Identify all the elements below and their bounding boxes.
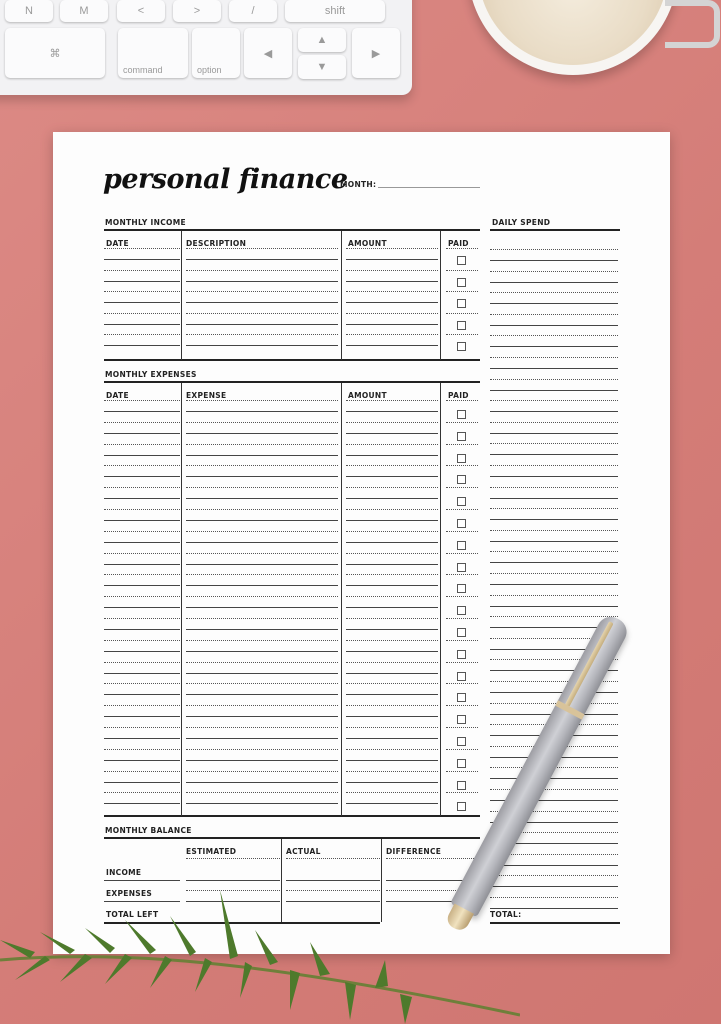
expenses-rule-9-0 [104,607,180,608]
expenses-rule-10-1 [186,629,338,630]
expenses-dots-9-2 [346,596,438,597]
expenses-dots-paid-16 [446,749,478,750]
expense-paid-checkbox[interactable] [457,781,466,790]
income-col-divider-1 [341,231,342,360]
expenses-rule-5-1 [186,520,338,521]
expenses-rule-3-2 [346,476,438,477]
daily-rule [490,390,618,391]
expense-paid-checkbox[interactable] [457,693,466,702]
expenses-dots-2-0 [104,444,180,445]
daily-rule [490,584,618,585]
income-rule-1-1 [186,281,338,282]
month-label: MONTH: [340,180,377,189]
income-col-date: DATE [106,239,129,248]
expenses-dots-18-1 [186,792,338,793]
daily-dots [490,400,618,401]
expenses-dots-paid-1 [446,422,478,423]
income-rule-2-0 [104,302,180,303]
expenses-rule-3-1 [186,476,338,477]
expenses-rule-16-2 [346,760,438,761]
expenses-col-paid: PAID [448,391,469,400]
expenses-dots-1-1 [186,422,338,423]
key-row2-0: ⌘ [5,28,105,78]
income-rule-2-1 [186,302,338,303]
expenses-dots-3-1 [186,465,338,466]
income-rule-3-0 [104,324,180,325]
expenses-rule-2-0 [104,455,180,456]
income-rule-0-1 [186,259,338,260]
expenses-dots-paid-5 [446,509,478,510]
cup-handle [665,0,720,48]
income-rule-1-2 [346,281,438,282]
daily-spend-heading: DAILY SPEND [492,218,551,227]
expenses-dots-paid-12 [446,662,478,663]
income-paid-checkbox[interactable] [457,342,466,351]
expenses-dots-7-0 [104,553,180,554]
expenses-heading: MONTHLY EXPENSES [105,370,197,379]
income-dots-0-2 [346,248,438,249]
expenses-col-divider-2 [440,383,441,816]
daily-rule [490,260,618,261]
expenses-dots-paid-7 [446,553,478,554]
daily-rule [490,368,618,369]
daily-dots [490,271,618,272]
expenses-dots-paid-10 [446,618,478,619]
expenses-rule-14-2 [346,716,438,717]
expenses-dots-6-2 [346,531,438,532]
expenses-dots-0-1 [186,400,338,401]
expenses-dots-paid-3 [446,465,478,466]
balance-col-estimated: ESTIMATED [186,847,237,856]
daily-dots [490,292,618,293]
income-dots-1-0 [104,270,180,271]
expenses-rule-2-1 [186,455,338,456]
expenses-dots-16-2 [346,749,438,750]
expense-paid-checkbox[interactable] [457,606,466,615]
income-paid-checkbox[interactable] [457,321,466,330]
expenses-dots-13-1 [186,683,338,684]
daily-dots [490,465,618,466]
income-dots-1-1 [186,270,338,271]
expenses-rule-10-2 [346,629,438,630]
expenses-rule-0-0 [104,411,180,412]
daily-dots [490,379,618,380]
income-dots-2-0 [104,291,180,292]
income-rule-0-2 [346,259,438,260]
balance-row-expenses: EXPENSES [106,889,153,898]
income-dots-paid-1 [446,270,478,271]
expenses-rule-1-1 [186,433,338,434]
expenses-rule-11-0 [104,651,180,652]
expenses-dots-4-2 [346,487,438,488]
key-2: < [117,0,165,22]
expenses-rule-8-0 [104,585,180,586]
income-col-amount: AMOUNT [348,239,387,248]
expenses-rule-7-2 [346,564,438,565]
daily-rule [490,692,618,693]
daily-rule [490,303,618,304]
daily-rule [490,476,618,477]
balance-row-total-left: TOTAL LEFT [106,910,159,919]
income-dots-0-1 [186,248,338,249]
expenses-rule-5-2 [346,520,438,521]
expenses-rule-17-1 [186,782,338,783]
key-row2-3: ◀ [244,28,292,78]
expense-paid-checkbox[interactable] [457,454,466,463]
daily-total-label: TOTAL: [490,910,522,919]
expenses-rule-4-1 [186,498,338,499]
daily-dots [490,487,618,488]
income-dots-4-2 [346,334,438,335]
expenses-rule-18-2 [346,803,438,804]
expenses-dots-4-1 [186,487,338,488]
expense-paid-checkbox[interactable] [457,672,466,681]
expenses-dots-13-2 [346,683,438,684]
expenses-rule-0-2 [346,411,438,412]
month-field[interactable] [378,187,480,188]
expenses-dots-17-1 [186,771,338,772]
daily-dots [490,530,618,531]
expenses-dots-paid-9 [446,596,478,597]
expenses-dots-paid-14 [446,705,478,706]
expenses-dots-12-1 [186,662,338,663]
expenses-dots-2-2 [346,444,438,445]
daily-rule [490,778,618,779]
income-dots-3-1 [186,313,338,314]
expenses-dots-paid-13 [446,683,478,684]
income-col-paid: PAID [448,239,469,248]
expenses-dots-18-0 [104,792,180,793]
expenses-col-expense: EXPENSE [186,391,227,400]
expenses-dots-8-0 [104,574,180,575]
expenses-dots-paid-0 [446,400,478,401]
daily-dots [490,508,618,509]
expenses-dots-18-2 [346,792,438,793]
expenses-rule-8-1 [186,585,338,586]
expenses-dots-13-0 [104,683,180,684]
daily-rule [490,498,618,499]
expenses-rule-4-0 [104,498,180,499]
expenses-rule-17-2 [346,782,438,783]
daily-dots [490,357,618,358]
income-paid-checkbox[interactable] [457,299,466,308]
key-row2-1: command [118,28,188,78]
daily-rule [490,519,618,520]
income-rule-3-2 [346,324,438,325]
balance-dots-head-0 [186,858,280,859]
expenses-rule-7-1 [186,564,338,565]
expenses-dots-8-1 [186,574,338,575]
expenses-dots-0-0 [104,400,180,401]
income-rule-4-2 [346,345,438,346]
income-dots-4-0 [104,334,180,335]
daily-dots [490,335,618,336]
expense-paid-checkbox[interactable] [457,410,466,419]
income-dots-4-1 [186,334,338,335]
expenses-rule-15-2 [346,738,438,739]
balance-col-actual: ACTUAL [286,847,321,856]
daily-rule [490,562,618,563]
expenses-rule-9-1 [186,607,338,608]
key-5: shift [285,0,385,22]
income-paid-checkbox[interactable] [457,278,466,287]
income-dots-paid-0 [446,248,478,249]
income-dots-3-2 [346,313,438,314]
daily-rule [490,454,618,455]
expenses-rule-16-0 [104,760,180,761]
expenses-dots-9-0 [104,596,180,597]
expenses-dots-6-0 [104,531,180,532]
expense-paid-checkbox[interactable] [457,759,466,768]
expenses-dots-paid-2 [446,444,478,445]
expenses-dots-15-1 [186,727,338,728]
daily-rule [490,411,618,412]
income-rule-0-0 [104,259,180,260]
expenses-dots-2-1 [186,444,338,445]
expenses-rule-8-2 [346,585,438,586]
balance-dots-head-1 [286,858,380,859]
expenses-dots-10-0 [104,618,180,619]
expenses-rule-13-1 [186,694,338,695]
daily-rule [490,325,618,326]
expenses-dots-paid-6 [446,531,478,532]
expenses-dots-16-1 [186,749,338,750]
expenses-bottom-rule [104,815,480,817]
expenses-rule-5-0 [104,520,180,521]
expenses-dots-1-2 [346,422,438,423]
balance-col-difference: DIFFERENCE [386,847,442,856]
expenses-dots-10-2 [346,618,438,619]
daily-rule [490,606,618,607]
expenses-col-divider-1 [341,383,342,816]
daily-rule [490,865,618,866]
expenses-rule-13-0 [104,694,180,695]
expenses-rule-17-0 [104,782,180,783]
expenses-dots-15-0 [104,727,180,728]
income-rule-1-0 [104,281,180,282]
expenses-col-amount: AMOUNT [348,391,387,400]
income-dots-1-2 [346,270,438,271]
income-rule-4-0 [104,345,180,346]
expenses-rule-11-2 [346,651,438,652]
daily-dots [490,703,618,704]
income-heading: MONTHLY INCOME [105,218,186,227]
expenses-rule-7-0 [104,564,180,565]
income-col-divider-2 [440,231,441,360]
daily-dots [490,551,618,552]
daily-spend-top-rule [490,229,620,231]
expenses-rule-18-0 [104,803,180,804]
income-rule-4-1 [186,345,338,346]
expenses-dots-5-0 [104,509,180,510]
expense-paid-checkbox[interactable] [457,650,466,659]
keyboard [0,0,412,95]
expenses-dots-14-0 [104,705,180,706]
expenses-dots-5-2 [346,509,438,510]
daily-rule [490,282,618,283]
expenses-dots-paid-4 [446,487,478,488]
expenses-dots-12-2 [346,662,438,663]
income-paid-checkbox[interactable] [457,256,466,265]
expenses-rule-15-1 [186,738,338,739]
expenses-dots-14-2 [346,705,438,706]
daily-dots [490,314,618,315]
expenses-rule-0-1 [186,411,338,412]
expenses-dots-4-0 [104,487,180,488]
expenses-dots-16-0 [104,749,180,750]
income-dots-2-1 [186,291,338,292]
balance-dots-head-2 [386,858,478,859]
income-dots-0-0 [104,248,180,249]
daily-dots [490,422,618,423]
expenses-dots-10-1 [186,618,338,619]
expenses-dots-6-1 [186,531,338,532]
daily-dots [490,249,618,250]
expenses-rule-15-0 [104,738,180,739]
expenses-dots-paid-15 [446,727,478,728]
key-4: / [229,0,277,22]
daily-dots [490,616,618,617]
expenses-rule-12-1 [186,673,338,674]
page-title: personal finance [103,164,348,195]
expenses-top-rule [104,381,480,383]
expenses-dots-11-2 [346,640,438,641]
expenses-rule-1-0 [104,433,180,434]
expenses-dots-12-0 [104,662,180,663]
key-1: M [60,0,108,22]
daily-dots [490,595,618,596]
expenses-dots-7-2 [346,553,438,554]
expenses-rule-4-2 [346,498,438,499]
expenses-dots-3-2 [346,465,438,466]
income-col-divider-0 [181,231,182,360]
daily-rule [490,433,618,434]
balance-top-rule [104,837,480,839]
expense-paid-checkbox[interactable] [457,802,466,811]
expenses-rule-14-1 [186,716,338,717]
expense-paid-checkbox[interactable] [457,519,466,528]
expenses-dots-paid-17 [446,771,478,772]
income-dots-paid-2 [446,291,478,292]
expenses-col-date: DATE [106,391,129,400]
expenses-rule-11-1 [186,651,338,652]
expenses-rule-16-1 [186,760,338,761]
key-0: N [5,0,53,22]
expenses-rule-14-0 [104,716,180,717]
expenses-dots-3-0 [104,465,180,466]
expenses-dots-1-0 [104,422,180,423]
expenses-col-divider-0 [181,383,182,816]
income-dots-paid-3 [446,313,478,314]
expenses-dots-5-1 [186,509,338,510]
expenses-dots-paid-11 [446,640,478,641]
expense-paid-checkbox[interactable] [457,432,466,441]
expenses-dots-8-2 [346,574,438,575]
expenses-dots-9-1 [186,596,338,597]
expenses-rule-6-2 [346,542,438,543]
income-dots-paid-4 [446,334,478,335]
expenses-dots-15-2 [346,727,438,728]
income-bottom-rule [104,359,480,361]
expenses-dots-17-2 [346,771,438,772]
expense-paid-checkbox[interactable] [457,563,466,572]
balance-heading: MONTHLY BALANCE [105,826,192,835]
expenses-rule-6-1 [186,542,338,543]
expenses-dots-0-2 [346,400,438,401]
expenses-rule-1-2 [346,433,438,434]
balance-row-income: INCOME [106,868,142,877]
daily-dots [490,875,618,876]
expenses-dots-7-1 [186,553,338,554]
key-row2-6: ▶ [352,28,400,78]
expense-paid-checkbox[interactable] [457,584,466,593]
daily-rule [490,346,618,347]
income-rule-3-1 [186,324,338,325]
expenses-dots-14-1 [186,705,338,706]
key-row2-4: ▲ [298,28,346,52]
expenses-rule-6-0 [104,542,180,543]
expenses-dots-11-0 [104,640,180,641]
expenses-rule-3-0 [104,476,180,477]
key-row2-5: ▼ [298,55,346,79]
income-dots-2-2 [346,291,438,292]
expense-paid-checkbox[interactable] [457,497,466,506]
key-row2-2: option [192,28,240,78]
expenses-rule-10-0 [104,629,180,630]
income-rule-2-2 [346,302,438,303]
expense-paid-checkbox[interactable] [457,628,466,637]
rosemary-sprig [0,880,520,1024]
expense-paid-checkbox[interactable] [457,737,466,746]
expenses-dots-11-1 [186,640,338,641]
expense-paid-checkbox[interactable] [457,541,466,550]
expenses-rule-13-2 [346,694,438,695]
key-3: > [173,0,221,22]
expenses-rule-12-2 [346,673,438,674]
expenses-dots-paid-8 [446,574,478,575]
income-dots-3-0 [104,313,180,314]
expenses-rule-9-2 [346,607,438,608]
expenses-dots-17-0 [104,771,180,772]
expense-paid-checkbox[interactable] [457,475,466,484]
expenses-rule-12-0 [104,673,180,674]
expenses-rule-18-1 [186,803,338,804]
income-top-rule [104,229,480,231]
daily-rule [490,541,618,542]
expenses-rule-2-2 [346,455,438,456]
expense-paid-checkbox[interactable] [457,715,466,724]
income-col-description: DESCRIPTION [186,239,247,248]
expenses-dots-paid-18 [446,792,478,793]
daily-dots [490,443,618,444]
daily-dots [490,573,618,574]
